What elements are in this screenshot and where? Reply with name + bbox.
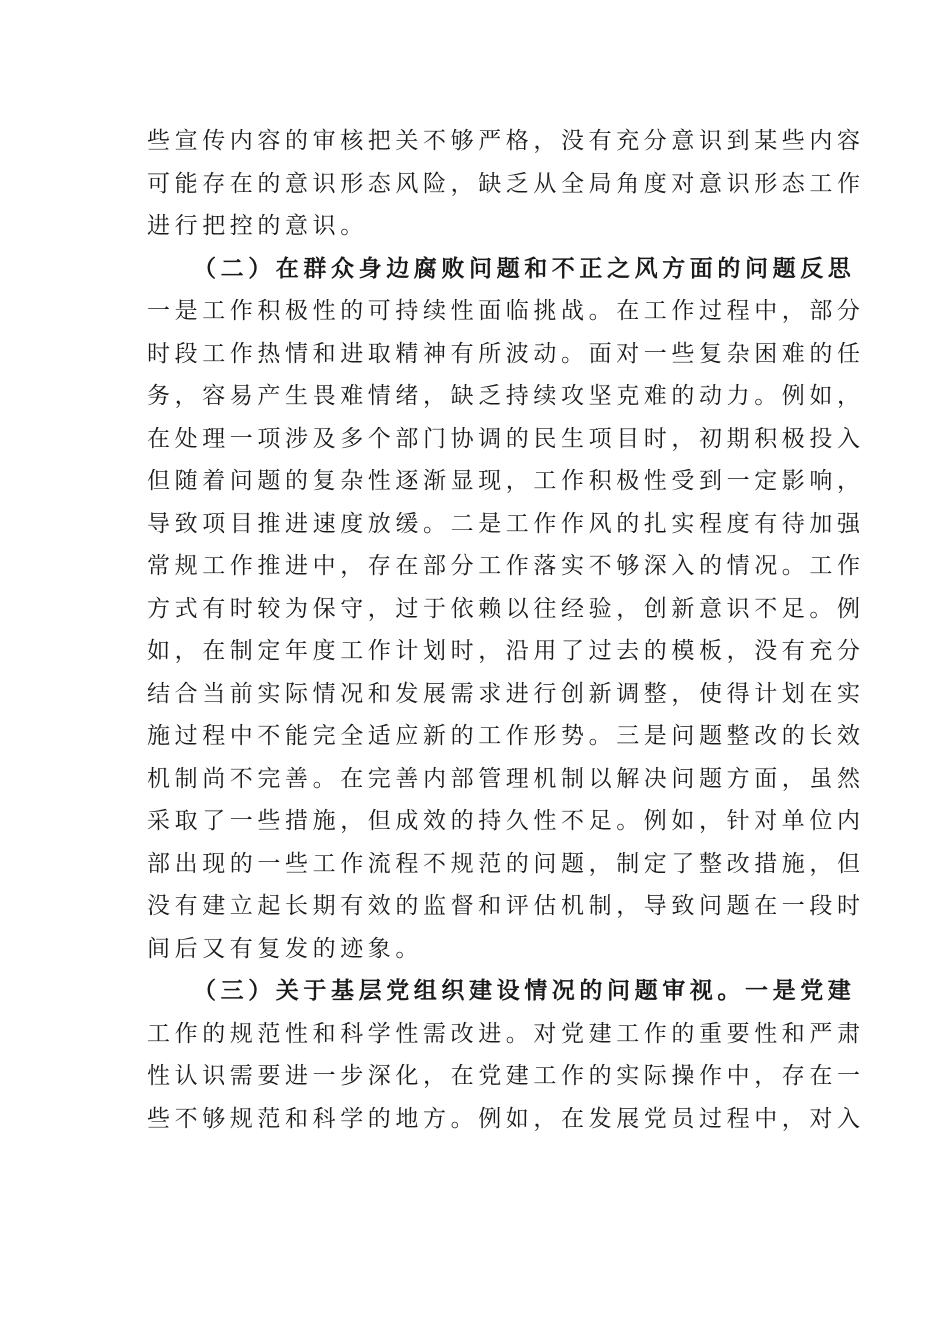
text-line: 可能存在的意识形态风险，缺乏从全局角度对意识形态工作 xyxy=(147,170,865,197)
section-heading-2: （二）在群众身边腐败问题和不正之风方面的问题反思 xyxy=(193,254,856,282)
text-line: 务，容易产生畏难情绪，缺乏持续攻坚克难的动力。例如， xyxy=(147,383,865,409)
text-line: 机制尚不完善。在完善内部管理机制以解决问题方面，虽然 xyxy=(147,765,865,792)
text-line: 导致项目推进速度放缓。二是工作作风的扎实程度有待加强 xyxy=(147,510,865,537)
text-line: 采取了一些措施，但成效的持久性不足。例如，针对单位内 xyxy=(147,808,865,834)
text-line: 常规工作推进中，存在部分工作落实不够深入的情况。工作 xyxy=(147,553,865,579)
text-line: 如，在制定年度工作计划时，沿用了过去的模板，没有充分 xyxy=(147,638,865,664)
section-heading-3: （三）关于基层党组织建设情况的问题审视。一是党建 xyxy=(193,977,856,1004)
text-line: 没有建立起长期有效的监督和评估机制，导致问题在一段时 xyxy=(147,893,865,919)
text-line: 结合当前实际情况和发展需求进行创新调整，使得计划在实 xyxy=(147,680,865,707)
text-line: 进行把控的意识。 xyxy=(147,213,368,239)
text-line: 些不够规范和科学的地方。例如，在发展党员过程中，对入 xyxy=(147,1105,865,1132)
text-line: 性认识需要进一步深化，在党建工作的实际操作中，存在一 xyxy=(147,1063,865,1089)
text-line: 工作的规范性和科学性需改进。对党建工作的重要性和严肃 xyxy=(147,1020,865,1047)
text-line: 部出现的一些工作流程不规范的问题，制定了整改措施，但 xyxy=(147,850,865,877)
text-line: 在处理一项涉及多个部门协调的民生项目时，初期积极投入 xyxy=(147,425,865,452)
text-line: 但随着问题的复杂性逐渐显现，工作积极性受到一定影响， xyxy=(147,468,865,494)
text-line: 方式有时较为保守，过于依赖以往经验，创新意识不足。例 xyxy=(147,595,865,622)
text-line: 施过程中不能完全适应新的工作形势。三是问题整改的长效 xyxy=(147,723,865,749)
document-body xyxy=(147,120,865,1140)
text-line: 间后又有复发的迹象。 xyxy=(147,935,423,962)
text-line: 时段工作热情和进取精神有所波动。面对一些复杂困难的任 xyxy=(147,340,865,367)
text-line: 些宣传内容的审核把关不够严格，没有充分意识到某些内容 xyxy=(147,128,865,154)
text-line: 一是工作积极性的可持续性面临挑战。在工作过程中，部分 xyxy=(147,298,865,324)
